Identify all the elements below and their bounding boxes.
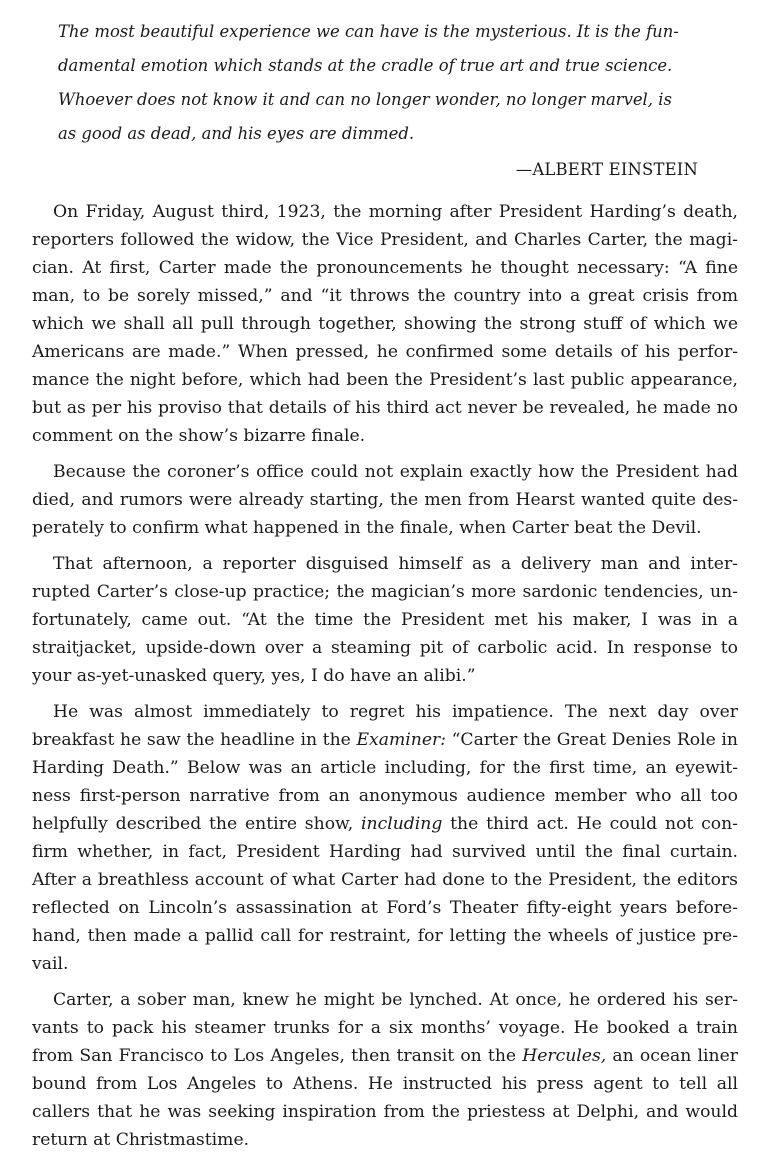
text-line: Harding Death.” Below was an article including, for the first time, an eyewit- xyxy=(32,758,738,778)
text-line: vail. xyxy=(32,954,69,974)
text-run: from San Francisco to Los Angeles, then transit on the xyxy=(32,1046,523,1066)
text-line: ness first-person narrative from an anonymous audience member who all too xyxy=(32,786,738,806)
body-text xyxy=(32,198,738,1154)
ship-name: Hercules, xyxy=(522,1046,607,1066)
text-line: man, to be sorely missed,” and “it throws the country into a great crisis from xyxy=(32,286,738,306)
text-line: callers that he was seeking inspiration from the priestess at Delphi, and would xyxy=(32,1102,738,1122)
text-line: That afternoon, a reporter disguised himself as a delivery man and inter- xyxy=(53,554,738,574)
text-line: He was almost immediately to regret his impatience. The next day over xyxy=(53,702,738,722)
book-page xyxy=(32,0,738,1162)
text-line: hand, then made a pallid call for restraint, for letting the wheels of justice pre- xyxy=(32,926,738,946)
epigraph xyxy=(58,0,698,187)
text-line: Because the coroner’s office could not explain exactly how the President had xyxy=(53,462,738,482)
paragraph xyxy=(32,698,738,978)
text-line: died, and rumors were already starting, the men from Hearst wanted quite des- xyxy=(32,490,738,510)
text-line: return at Christmastime. xyxy=(32,1130,250,1150)
newspaper-title: Examiner: xyxy=(356,730,446,750)
epigraph-line: Whoever does not know it and can no longer wonder, no longer marvel, is xyxy=(58,90,672,109)
text-line: bound from Los Angeles to Athens. He instructed his press agent to tell all xyxy=(32,1074,738,1094)
text-line: your as-yet-unasked query, yes, I do have an alibi.” xyxy=(32,666,476,686)
text-line: Carter, a sober man, knew he might be lynched. At once, he ordered his ser- xyxy=(53,990,738,1010)
paragraph xyxy=(32,550,738,690)
epigraph-line: as good as dead, and his eyes are dimmed. xyxy=(58,124,415,143)
text-line: vants to pack his steamer trunks for a six months’ voyage. He booked a train xyxy=(32,1018,738,1038)
text-line xyxy=(32,1042,738,1070)
text-line xyxy=(32,726,738,754)
text-line: On Friday, August third, 1923, the morning after President Harding’s death, xyxy=(53,202,738,222)
text-line: reflected on Lincoln’s assassination at Ford’s Theater fifty-eight years before- xyxy=(32,898,738,918)
text-line: Americans are made.” When pressed, he confirmed some details of his perfor- xyxy=(32,342,738,362)
text-line: fortunately, came out. “At the time the President met his maker, I was in a xyxy=(32,610,738,630)
text-run: helpfully described the entire show, xyxy=(32,814,361,834)
epigraph-attribution: —ALBERT EINSTEIN xyxy=(515,160,698,179)
text-run: the third act. He could not con- xyxy=(442,814,738,834)
text-line: After a breathless account of what Carter had done to the President, the editors xyxy=(32,870,738,890)
text-line: cian. At first, Carter made the pronouncements he thought necessary: “A fine xyxy=(32,258,738,278)
text-run: “Carter the Great Denies Role in xyxy=(446,730,738,750)
text-line: rupted Carter’s close-up practice; the magician’s more sardonic tendencies, un- xyxy=(32,582,738,602)
text-run: an ocean liner xyxy=(606,1046,738,1066)
text-run: breakfast he saw the headline in the xyxy=(32,730,357,750)
text-line: firm whether, in fact, President Harding had survived until the final curtain. xyxy=(32,842,738,862)
text-line: reporters followed the widow, the Vice President, and Charles Carter, the magi- xyxy=(32,230,738,250)
text-line: mance the night before, which had been the President’s last public appearance, xyxy=(32,370,738,390)
epigraph-line: damental emotion which stands at the cradle of true art and true science. xyxy=(58,56,673,75)
paragraph xyxy=(32,458,738,542)
paragraph xyxy=(32,198,738,450)
text-line: comment on the show’s bizarre finale. xyxy=(32,426,366,446)
text-line: straitjacket, upside-down over a steaming pit of carbolic acid. In response to xyxy=(32,638,738,658)
text-line: but as per his proviso that details of his third act never be revealed, he made no xyxy=(32,398,738,418)
epigraph-line: The most beautiful experience we can have is the mysterious. It is the fun- xyxy=(58,22,679,41)
text-line: perately to confirm what happened in the finale, when Carter beat the Devil. xyxy=(32,518,702,538)
emphasis-text: including xyxy=(361,814,443,834)
text-line xyxy=(32,810,738,838)
text-line: which we shall all pull through together, showing the strong stuff of which we xyxy=(32,314,738,334)
paragraph xyxy=(32,986,738,1154)
